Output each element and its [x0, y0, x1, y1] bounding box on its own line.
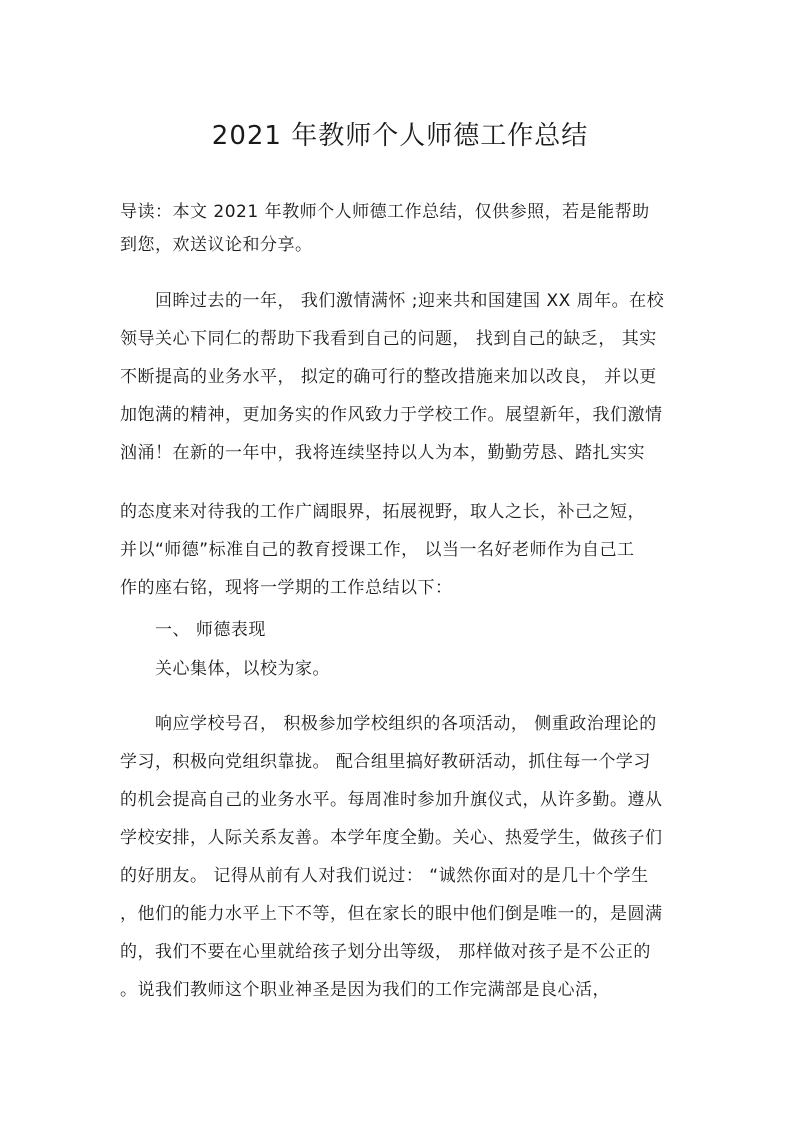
paragraph-line: 响应学校号召， 积极参加学校组织的各项活动， 侧重政治理论的 — [155, 714, 657, 734]
intro-line-1: 导读：本文 2021 年教师个人师德工作总结，仅供参照，若是能帮助 — [120, 202, 650, 222]
paragraph-line: 的，我们不要在心里就给孩子划分出等级， 那样做对孩子是不公正的 — [120, 942, 651, 962]
paragraph-line: 作的座右铭，现将一学期的工作总结以下： — [120, 578, 453, 598]
paragraph-line: 。说我们教师这个职业神圣是因为我们的工作完满部是良心活， — [120, 980, 610, 1000]
paragraph-line: 学校安排，人际关系友善。本学年度全勤。关心、热爱学生，做孩子们 — [120, 828, 663, 848]
paragraph-line: 加饱满的精神，更加务实的作风致力于学校工作。展望新年，我们激情 — [120, 405, 663, 425]
subsection-heading: 关心集体，以校为家。 — [155, 659, 330, 679]
intro-line-2: 到您，欢送议论和分享。 — [120, 235, 313, 255]
paragraph-line: ，他们的能力水平上下不等，但在家长的眼中他们倒是唯一的，是圆满 — [120, 904, 663, 924]
paragraph-line: 的好朋友。 记得从前有人对我们说过： “诚然你面对的是几十个学生 — [120, 866, 649, 886]
paragraph-line: 不断提高的业务水平， 拟定的确可行的整改措施来加以改良， 并以更 — [120, 367, 657, 387]
paragraph-line: 汹涌！在新的一年中，我将连续坚持以人为本，勤勤劳恳、踏扎实实 — [120, 443, 645, 463]
paragraph-line: 的机会提高自己的业务水平。每周准时参加升旗仪式，从许多勤。遵从 — [120, 790, 663, 810]
section-heading: 一、 师德表现 — [155, 620, 266, 640]
paragraph-line: 领导关心下同仁的帮助下我看到自己的问题， 找到自己的缺乏， 其实 — [120, 329, 657, 349]
paragraph-line: 并以“师德”标准自己的教育授课工作， 以当一名好老师作为自己工 — [120, 540, 635, 560]
paragraph-line: 回眸过去的一年， 我们激情满怀 ;迎来共和国建国 XX 周年。在校 — [155, 291, 665, 311]
document-title: 2021 年教师个人师德工作总结 — [211, 121, 589, 151]
paragraph-line: 学习，积极向党组织靠拢。 配合组里搞好教研活动，抓住每一个学习 — [120, 752, 651, 772]
paragraph-line: 的态度来对待我的工作广阔眼界，拓展视野，取人之长，补己之短， — [120, 502, 645, 522]
